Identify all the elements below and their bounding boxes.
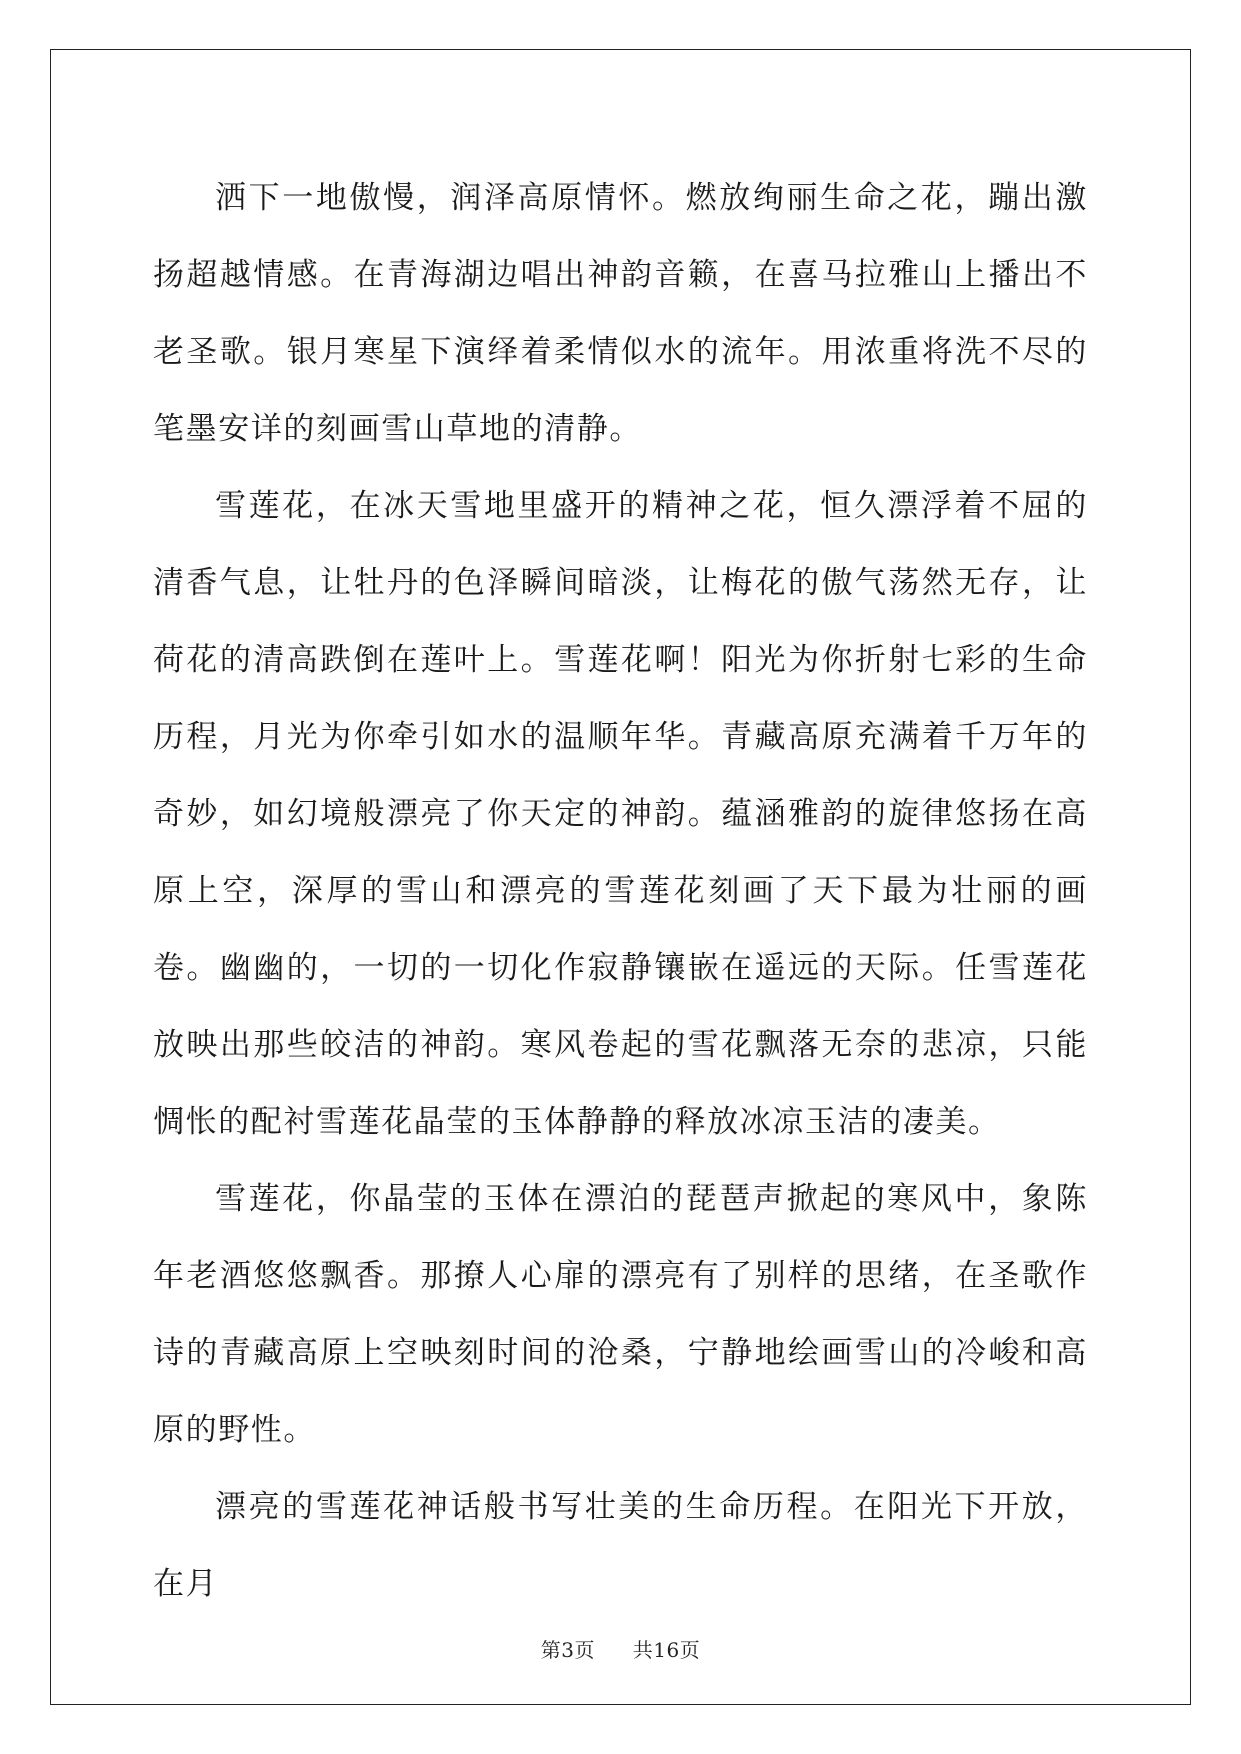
paragraph-2: 雪莲花，在冰天雪地里盛开的精神之花，恒久漂浮着不屈的清香气息，让牡丹的色泽瞬间暗淡，让梅花的傲气荡然无存，让荷花的清高跌倒在莲叶上。雪莲花啊！阳光为你折射七彩的生命历程，月光为你牵引如水的温顺年华。青藏高原充满着千万年的奇妙，如幻境般漂亮了你天定的神韵。蕴涵雅韵的旋律悠扬在高原上空，深厚的雪山和漂亮的雪莲花刻画了天下最为壮丽的画卷。幽幽的，一切的一切化作寂静镶嵌在遥远的天际。任雪莲花放映出那些皎洁的神韵。寒风卷起的雪花飘落无奈的悲凉，只能惆怅的配衬雪莲花晶莹的玉体静静的释放冰凉玉洁的凄美。 — [153, 488, 1088, 1140]
page-footer — [0, 1634, 1241, 1663]
paragraph-1: 洒下一地傲慢，润泽高原情怀。燃放绚丽生命之花，蹦出激扬超越情感。在青海湖边唱出神韵音籁，在喜马拉雅山上播出不老圣歌。银月寒星下演绎着柔情似水的流年。用浓重将洗不尽的笔墨安详的刻画雪山草地的清静。 — [153, 180, 1088, 447]
paragraph-3: 雪莲花，你晶莹的玉体在漂泊的琵琶声掀起的寒风中，象陈年老酒悠悠飘香。那撩人心扉的漂亮有了别样的思绪，在圣歌作诗的青藏高原上空映刻时间的沧桑，宁静地绘画雪山的冷峻和高原的野性。 — [153, 1181, 1088, 1448]
total-page-count: 共16页 — [632, 1638, 701, 1662]
document-body — [153, 160, 1088, 1623]
paragraph-4: 漂亮的雪莲花神话般书写壮美的生命历程。在阳光下开放，在月 — [153, 1489, 1088, 1602]
current-page-number: 第3页 — [540, 1638, 596, 1662]
